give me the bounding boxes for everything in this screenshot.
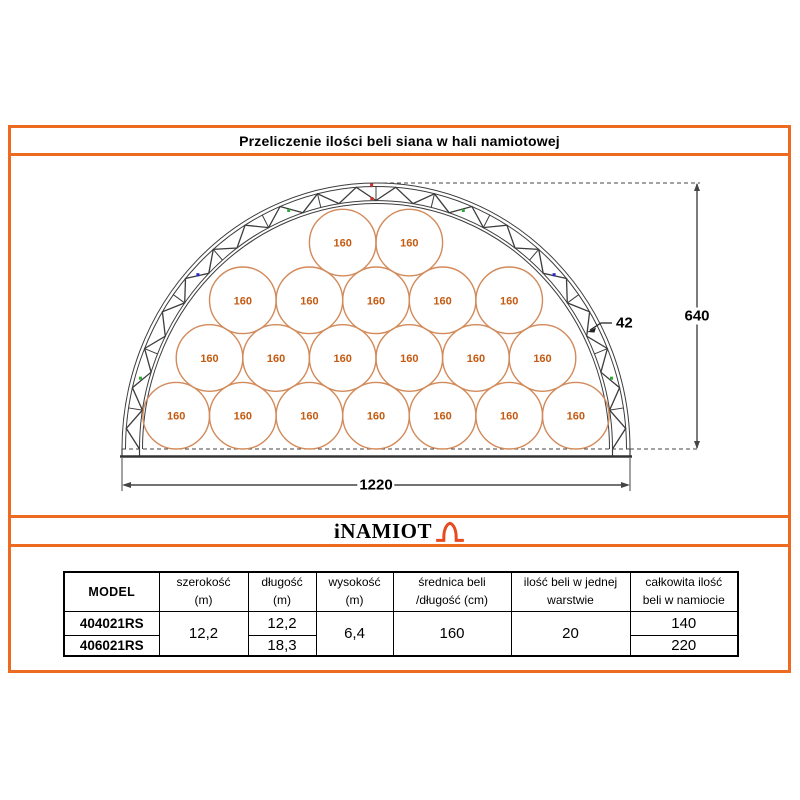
bale-label: 160 [300, 410, 319, 423]
bale-label: 160 [266, 353, 286, 365]
bale-label: 160 [433, 410, 452, 423]
bale-label: 160 [433, 295, 452, 308]
diameter-cell: 160 [393, 611, 511, 656]
page-title: Przeliczenie ilości beli siana w hali namiotowej [11, 128, 788, 156]
bale-label: 160 [233, 410, 252, 423]
length-cell: 12,2 [248, 611, 316, 635]
bale-label: 160 [167, 410, 186, 423]
bale-label: 160 [500, 295, 519, 308]
bale-label: 160 [466, 353, 486, 365]
bale-label: 160 [300, 295, 319, 308]
length-cell: 18,3 [248, 635, 316, 656]
model-cell: 404021RS [64, 611, 159, 635]
diagram-section [11, 156, 788, 518]
dim-width-label: 1220 [359, 476, 393, 494]
bale-label: 160 [333, 353, 352, 365]
table-row [64, 611, 738, 635]
logo-band [11, 518, 788, 547]
total-cell: 140 [630, 611, 738, 635]
tent-icon [435, 519, 465, 544]
height-cell: 6,4 [316, 611, 393, 656]
dim-height-label: 640 [684, 307, 710, 325]
dim-truss-label: 42 [616, 314, 633, 332]
col-header-height: wysokość (m) [316, 572, 393, 611]
col-header-length: długość (m) [248, 572, 316, 611]
bale-label: 160 [533, 353, 552, 365]
bale-label: 160 [566, 410, 585, 423]
header-row [64, 572, 738, 611]
bale-label: 160 [366, 295, 386, 308]
bale-label: 160 [500, 410, 519, 423]
spec-table [63, 571, 739, 657]
logo-text: iNAMIOT [334, 518, 432, 543]
bale-label: 160 [400, 353, 419, 365]
bale-label: 160 [200, 353, 219, 365]
col-header-diameter: średnica beli /długość (cm) [393, 572, 511, 611]
col-header-per-layer: ilość beli w jednej warstwie [511, 572, 630, 611]
width-cell: 12,2 [159, 611, 248, 656]
col-header-total: całkowita ilość beli w namiocie [630, 572, 738, 611]
model-cell: 406021RS [64, 635, 159, 656]
bale-label: 160 [333, 237, 352, 250]
col-header-width: szerokość (m) [159, 572, 248, 611]
bale-label: 160 [400, 237, 419, 250]
bale-label: 160 [366, 410, 386, 423]
col-header-model: MODEL [64, 572, 159, 611]
total-cell: 220 [630, 635, 738, 656]
bale-label: 160 [233, 295, 252, 308]
per-layer-cell: 20 [511, 611, 630, 656]
